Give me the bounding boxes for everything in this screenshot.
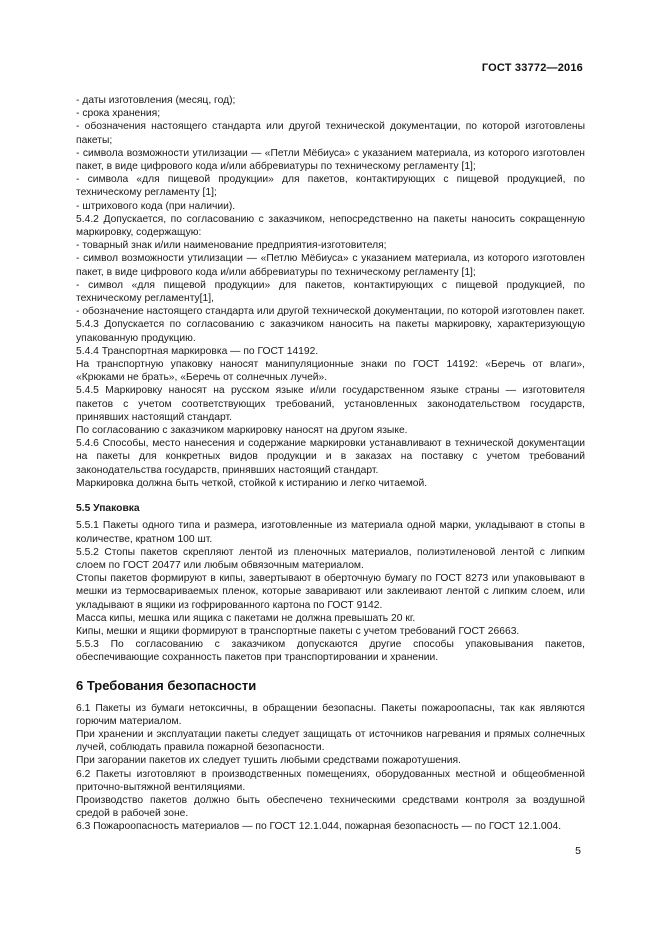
list-item xyxy=(76,173,585,199)
list-marker: - xyxy=(76,253,80,265)
list-item xyxy=(76,147,585,173)
standard-designation: ГОСТ 33772—2016 xyxy=(481,62,583,74)
list-marker: - xyxy=(76,279,80,291)
list-marker: - xyxy=(76,108,80,120)
page-number: 5 xyxy=(575,845,581,857)
clause-6-3: 6.3 Пожароопасность материалов — по ГОСТ 12.1.044, пожарная безопасность — по ГОСТ 12.1.004. xyxy=(76,821,562,833)
list-item xyxy=(76,120,585,146)
list-item-text: даты изготовления (месяц, год); xyxy=(82,95,236,106)
list-item-text: символ возможности утилизации — «Петлю Мёбиуса» с указанием материала, из которого изготовлен пакет, в виде цифрового кода и/или аббревиатуры по техническому регламенту [1]; xyxy=(76,253,585,278)
list-item-text: срока хранения; xyxy=(82,108,161,120)
paragraph: Стопы пакетов формируют в кипы, завертывают в оберточную бумагу по ГОСТ 8273 или упаковывают в мешки из термосвариваемых пленок, которые заваривают или заклеивают лентой с липким слоем, или укладывают в ящики из гофрированного картона по ГОСТ 9142. xyxy=(76,573,585,611)
section-heading-6: 6 Требования безопасности xyxy=(76,677,257,693)
list-marker: - xyxy=(76,95,80,106)
clause-5-5-1: 5.5.1 Пакеты одного типа и размера, изготовленные из материала одной марки, укладывают в стопы в количестве, кратном 100 шт. xyxy=(76,520,585,545)
clause-5-4-3: 5.4.3 Допускается по согласованию с заказчиком наносить на пакеты маркировку, характеризующую упакованную продукцию. xyxy=(76,319,585,344)
list-item-text: символ «для пищевой продукции» для пакетов, контактирующих с пищевой продукцией, по техническому регламенту[1], xyxy=(76,279,585,305)
clause-6-1: 6.1 Пакеты из бумаги нетоксичны, в обращении безопасны. Пакеты пожароопасны, так как являются горючим материалом. xyxy=(76,702,585,727)
clause-5-4-4: 5.4.4 Транспортная маркировка — по ГОСТ 14192. xyxy=(76,345,319,357)
list-item xyxy=(76,239,585,252)
list-item-text: обозначения настоящего стандарта или другой технической документации, по которой изготовлены пакеты; xyxy=(76,121,585,146)
subsection-heading-5-5: 5.5 Упаковка xyxy=(76,503,140,515)
list-item xyxy=(76,305,585,318)
list-item-text: символа возможности утилизации — «Петли Мёбиуса» с указанием материала, из которого изготовлен пакет, в виде цифрового кода и/или аббревиатуры по техническому регламенту [1]; xyxy=(76,147,585,173)
list-item-text: символа «для пищевой продукции» для пакетов, контактирующих с пищевой продукцией, по техническому регламенту [1]; xyxy=(76,174,585,199)
list-item-text: штрихового кода (при наличии). xyxy=(82,200,236,212)
clause-5-4-5: 5.4.5 Маркировку наносят на русском языке и/или государственном языке страны — изготовителя пакетов с учетом соответствующих требований, установленных законодательством государств, принявших настоящий стандарт. xyxy=(76,385,585,423)
list-item-text: обозначение настоящего стандарта или другой технической документации, по которой изготовлен пакет. xyxy=(82,306,585,318)
clause-5-4-2: 5.4.2 Допускается, по согласованию с заказчиком, непосредственно на пакеты наносить сокращенную маркировку, содержащую: xyxy=(76,213,585,239)
document-body xyxy=(76,94,585,834)
list-marker: - xyxy=(76,121,80,133)
list-marker: - xyxy=(76,240,80,252)
clause-5-5-3: 5.5.3 По согласованию с заказчиком допускаются другие способы упаковывания пакетов, обеспечивающие сохранность пакетов при транспортировании и хранении. xyxy=(76,639,585,664)
list-item-text: товарный знак и/или наименование предприятия-изготовителя; xyxy=(82,240,387,252)
list-item xyxy=(76,279,585,305)
paragraph: Маркировка должна быть четкой, стойкой к истиранию и легко читаемой. xyxy=(76,477,428,489)
paragraph: При хранении и эксплуатации пакеты следует защищать от источников нагревания и прямых солнечных лучей, соблюдать правила пожарной безопасности. xyxy=(76,728,585,754)
paragraph: Кипы, мешки и ящики формируют в транспортные пакеты с учетом требований ГОСТ 26663. xyxy=(76,625,520,637)
list-marker: - xyxy=(76,147,80,159)
list-item xyxy=(76,200,585,213)
list-item xyxy=(76,252,585,278)
list-item xyxy=(76,107,585,120)
list-item xyxy=(76,94,585,107)
clause-5-5-2: 5.5.2 Стопы пакетов скрепляют лентой из пленочных материалов, полиэтиленовой лентой с липким слоем по ГОСТ 20477 или любым обвязочным материалом. xyxy=(76,546,585,571)
clause-6-2: 6.2 Пакеты изготовляют в производственных помещениях, оборудованных местной и общеобменной приточно-вытяжной вентиляциями. xyxy=(76,768,585,793)
list-marker: - xyxy=(76,306,80,318)
clause-5-4-6: 5.4.6 Способы, место нанесения и содержание маркировки устанавливают в технической документации на пакеты для конкретных видов продукции и в заказах на поставку с учетом требований законодательства государств, принявших настоящий стандарт. xyxy=(76,438,585,476)
paragraph: Производство пакетов должно быть обеспечено техническими средствами контроля за воздушной средой в рабочей зоне. xyxy=(76,794,585,820)
paragraph: При загорании пакетов их следует тушить любыми средствами пожаротушения. xyxy=(76,755,461,767)
list-marker: - xyxy=(76,200,80,212)
list-marker: - xyxy=(76,174,80,186)
paragraph: Масса кипы, мешка или ящика с пакетами не должна превышать 20 кг. xyxy=(76,612,416,624)
paragraph: По согласованию с заказчиком маркировку наносят на другом языке. xyxy=(76,425,408,437)
paragraph: На транспортную упаковку наносят манипуляционные знаки по ГОСТ 14192: «Беречь от влаги», «Крюками не брать», «Беречь от солнечных лучей». xyxy=(76,359,585,384)
